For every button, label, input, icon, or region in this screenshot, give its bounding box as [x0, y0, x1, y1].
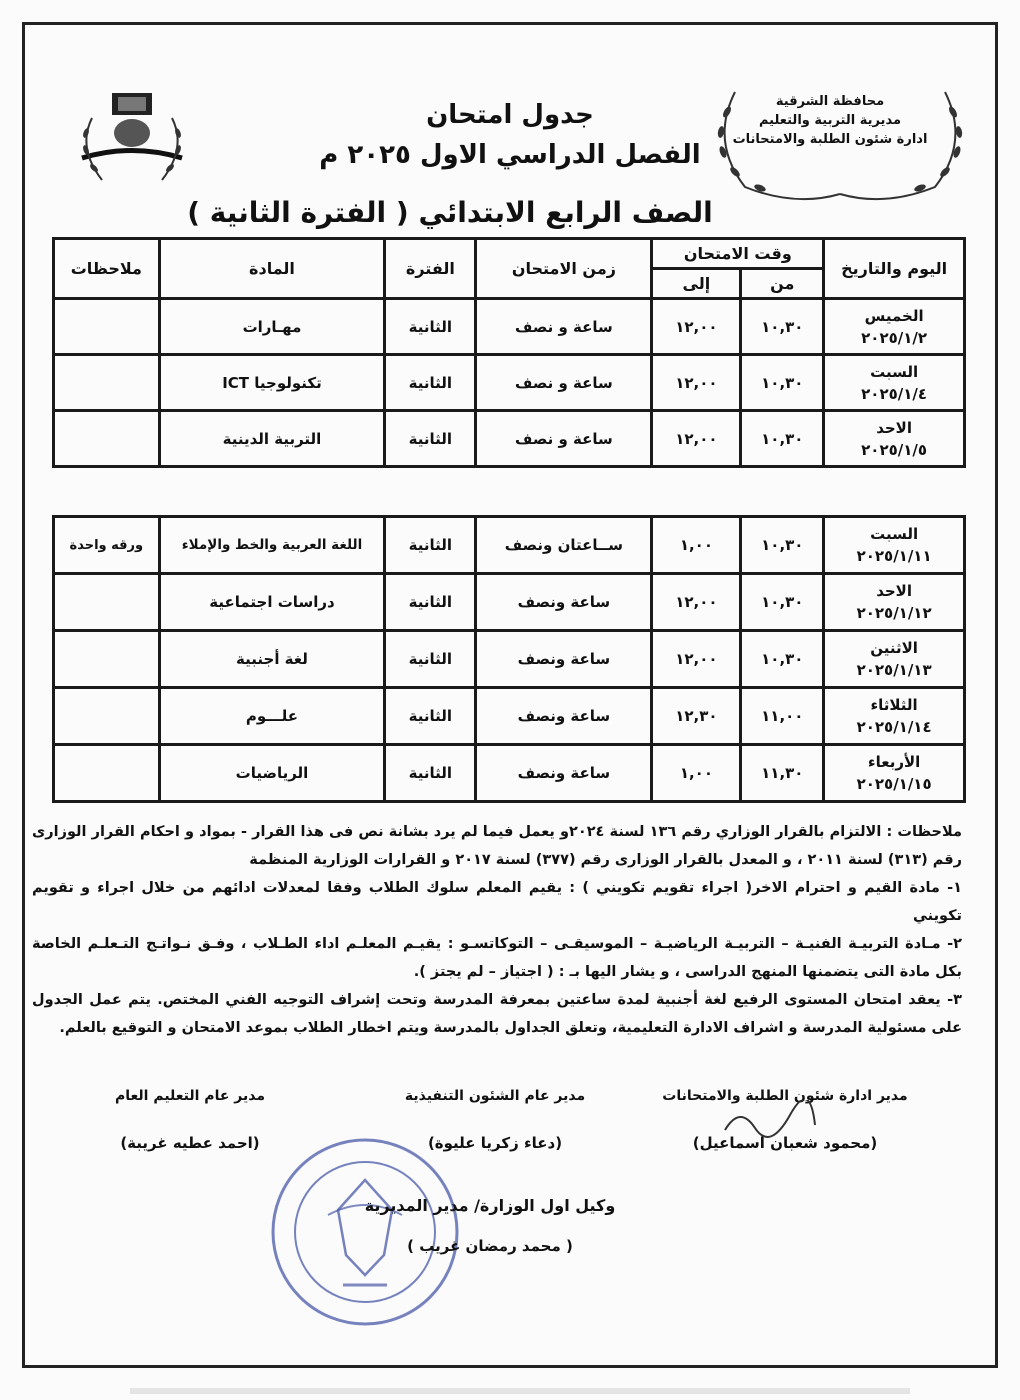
header-subject: المادة: [159, 239, 385, 299]
date: ٢٠٢٥/١/١١: [856, 547, 932, 565]
period: الثانية: [385, 631, 476, 688]
day: الاثنين: [870, 639, 918, 657]
time-from: ١٠,٣٠: [741, 299, 824, 355]
duration: ساعة ونصف: [476, 631, 652, 688]
time-to: ١٢,٠٠: [652, 574, 741, 631]
ministry-logo-icon: [72, 88, 192, 188]
date: ٢٠٢٥/١/٢: [861, 328, 928, 347]
time-from: ١٠,٣٠: [741, 355, 824, 411]
note: [54, 631, 160, 688]
period: الثانية: [385, 688, 476, 745]
header-period: الفترة: [385, 239, 476, 299]
time-from: ١١,٠٠: [741, 688, 824, 745]
header-from: من: [741, 269, 824, 299]
table-row: [54, 355, 965, 411]
duration: ساعة و نصف: [476, 411, 652, 467]
date: ٢٠٢٥/١/٥: [861, 440, 928, 459]
header-notes: ملاحظات: [54, 239, 160, 299]
time-to: ١٢,٣٠: [652, 688, 741, 745]
document-title: جدول امتحان: [426, 100, 594, 130]
time-from: ١٠,٣٠: [741, 574, 824, 631]
signature-name: ( محمد رمضان غريب ): [407, 1237, 573, 1255]
table-row: [54, 517, 965, 574]
note-1: ١- مادة القيم و احترام الاخر( اجراء تقويم تكويني ) : يقيم المعلم سلوك الطلاب وفقا لمعدلات ادائهم من خلال اجراء و تقويم تكويني: [32, 880, 962, 924]
signature-name: (دعاء زكريا عليوة): [427, 1134, 563, 1152]
day: الثلاثاء: [870, 696, 918, 714]
subject: التربية الدينية: [159, 411, 385, 467]
duration: ساعة ونصف: [476, 574, 652, 631]
duration: ساعة ونصف: [476, 745, 652, 802]
note: ورقه واحدة: [54, 517, 160, 574]
date: ٢٠٢٥/١/١٥: [856, 775, 932, 793]
table-row: [54, 411, 965, 467]
date: ٢٠٢٥/١/١٢: [856, 604, 932, 622]
date: ٢٠٢٥/١/١٣: [856, 661, 932, 679]
signature-name: (احمد عطيه غريبة): [120, 1134, 260, 1152]
time-to: ١,٠٠: [652, 517, 741, 574]
time-to: ١,٠٠: [652, 745, 741, 802]
signature-title: مدير عام الشئون التنفيذية: [404, 1088, 586, 1104]
table-row: [54, 299, 965, 355]
duration: ساعة و نصف: [476, 355, 652, 411]
note: [54, 355, 160, 411]
day: الاحد: [876, 582, 912, 600]
subject: تكنولوجيا ICT: [159, 355, 385, 411]
directorate: مديرية التربية والتعليم: [758, 113, 902, 128]
time-from: ١٠,٣٠: [741, 631, 824, 688]
time-to: ١٢,٠٠: [652, 411, 741, 467]
semester-title: الفصل الدراسي الاول ٢٠٢٥ م: [319, 140, 701, 170]
day: السبت: [870, 525, 919, 543]
duration: ســاعتان ونصف: [476, 517, 652, 574]
duration: ساعة و نصف: [476, 299, 652, 355]
subject: الرياضيات: [159, 745, 385, 802]
header-exam-time: وقت الامتحان: [652, 239, 824, 269]
note-intro: ملاحظات : الالتزام بالقرار الوزاري رقم ١٣٦ لسنة ٢٠٢٤و يعمل فيما لم يرد بشانة نص فى هذا القرار - بمواد و احكام القرار الوزارى رقم (٣١٣) لسنة ٢٠١١ ، و المعدل بالقرار الوزارى رقم (٣٧٧) لسنة ٢٠١٧ و القرارات الوزارية المنظمة: [32, 824, 962, 868]
note: [54, 411, 160, 467]
header-day-date: اليوم والتاريخ: [824, 239, 965, 299]
subject: علـــوم: [159, 688, 385, 745]
signature-block-4: [300, 1196, 680, 1255]
page-edge: [130, 1388, 910, 1394]
department: ادارة شئون الطلبة والامتحانات: [732, 132, 928, 147]
signature-title: مدير عام التعليم العام: [115, 1088, 265, 1104]
period: الثانية: [385, 299, 476, 355]
time-from: ١١,٣٠: [741, 745, 824, 802]
note-3: ٣- يعقد امتحان المستوى الرفيع لغة أجنبية لمدة ساعتين بمعرفة المدرسة وتحت إشراف التوجيه الفني المختص. يتم عمل الجدول على مسئولية المدرسة و اشراف الادارة التعليمية، وتعلق الجداول بالمدرسة ويتم اخطار الطلاب بموعد الامتحان و التوقيع بالعلم.: [32, 992, 962, 1036]
table-row: [54, 745, 965, 802]
note: [54, 574, 160, 631]
period: الثانية: [385, 517, 476, 574]
date: ٢٠٢٥/١/١٤: [856, 718, 932, 736]
subject: لغة أجنبية: [159, 631, 385, 688]
table-row: [54, 574, 965, 631]
time-to: ١٢,٠٠: [652, 299, 741, 355]
subject: مهـارات: [159, 299, 385, 355]
signature-scribble-icon: [720, 1100, 820, 1140]
notes-section: [32, 818, 962, 1042]
time-from: ١٠,٣٠: [741, 411, 824, 467]
time-to: ١٢,٠٠: [652, 355, 741, 411]
day: السبت: [870, 362, 919, 381]
signature-title: وكيل اول الوزارة/ مدير المديرية: [364, 1196, 616, 1215]
table-row: [54, 688, 965, 745]
period: الثانية: [385, 355, 476, 411]
grade-title: الصف الرابع الابتدائي ( الفترة الثانية ): [187, 196, 713, 229]
header-duration: زمن الامتحان: [476, 239, 652, 299]
subject: اللغة العربية والخط والإملاء: [159, 517, 385, 574]
period: الثانية: [385, 574, 476, 631]
day: الأربعاء: [867, 753, 921, 771]
signature-name: (محمود شعبان اسماعيل): [692, 1134, 878, 1152]
note: [54, 745, 160, 802]
subject: دراسات اجتماعية: [159, 574, 385, 631]
table-row: [54, 631, 965, 688]
note: [54, 688, 160, 745]
duration: ساعة ونصف: [476, 688, 652, 745]
period: الثانية: [385, 745, 476, 802]
schedule-table-2: [52, 515, 966, 803]
period: الثانية: [385, 411, 476, 467]
header-to: إلى: [652, 269, 741, 299]
day: الاحد: [876, 418, 912, 437]
date: ٢٠٢٥/١/٤: [861, 384, 928, 403]
schedule-table-1: [52, 237, 966, 468]
signature-title: مدير ادارة شئون الطلبة والامتحانات: [662, 1088, 908, 1104]
day: الخميس: [864, 306, 924, 325]
time-from: ١٠,٣٠: [741, 517, 824, 574]
note-2: ٢- مـادة التربيـة الفنيـة – التربيـة الرياضيـة – الموسيقـى – التوكاتسـو : يقيـم المعلـم اداء الطـلاب ، وفـق نـواتـج التـعلـم الخاصة بكل مادة التى يتضمنها المنهج الدراسى ، و يشار اليها بـ : ( اجتياز – لم يجتز ).: [32, 936, 962, 980]
time-to: ١٢,٠٠: [652, 631, 741, 688]
governorate: محافظة الشرقية: [775, 94, 885, 109]
note: [54, 299, 160, 355]
